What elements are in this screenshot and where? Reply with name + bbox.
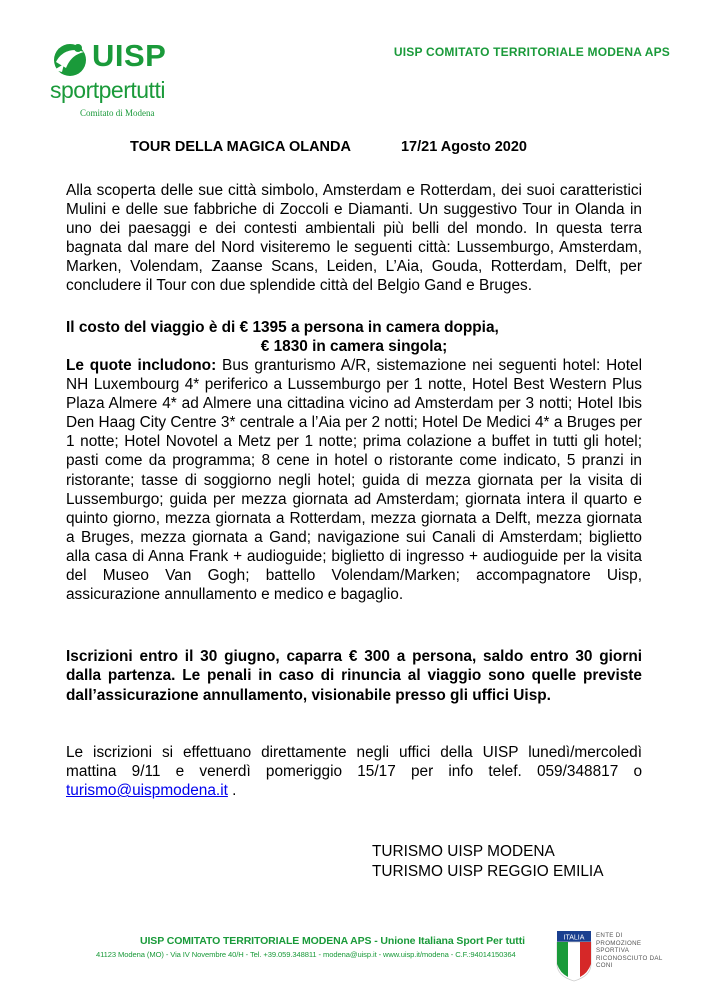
footer-address: 41123 Modena (MO) - Via IV Novembre 40/H - Tel. +39.059.348811 - modena@uisp.it - www.uisp.it/modena - C.F.:94014150364 bbox=[96, 950, 516, 959]
contact-paragraph bbox=[66, 743, 642, 800]
title-row bbox=[130, 139, 527, 155]
includes-paragraph bbox=[66, 356, 642, 604]
includes-text: Bus granturismo A/R, sistemazione nei seguenti hotel: Hotel NH Luxembourg 4* periferico a Lussemburgo per 1 notte, Hotel Best Western Plus Plaza Almere 4* ad Almere una cittadina vicino ad Amsterdam per 3 notti; Hotel Ibis Den Haag City Centre 3* centrale a l’Aia per 2 notti; Hotel De Medici 4* a Bruges per 1 notte; Hotel Novotel a Metz per 1 notte; prima colazione a buffet in tutti gli hotel; pasti come da programma; 8 cene in hotel o ristorante come indicato, 5 pranzi in ristorante; tasse di soggiorno negli hotel; guida di mezza giornata per la visita di Lussemburgo; guida per mezza giornata ad Amsterdam; giornata intera il quarto e quinto giorno, mezza giornata a Rotterdam, mezza giornata a Delft, mezza giornata a Bruges, mezza giornata a Gand; navigazione sui Canali di Amsterdam; biglietto alla casa di Anna Frank + audioguide; biglietto di ingresso + audioguide per la visita del Museo Van Gogh; battello Volendam/Marken; accompagnatore Uisp, assicurazione annullamento e medico e bagaglio. bbox=[66, 357, 642, 604]
coni-text: ENTE DI PROMOZIONE SPORTIVA RICONOSCIUTO DAL CONI bbox=[596, 932, 663, 970]
organization-header: UISP COMITATO TERRITORIALE MODENA APS bbox=[393, 45, 670, 59]
contact-text: Le iscrizioni si effettuano direttamente negli uffici della UISP lunedì/mercoledì mattina 9/11 e venerdì pomeriggio 15/17 per info telef. 059/348817 o bbox=[66, 744, 642, 781]
registration-paragraph: Iscrizioni entro il 30 giugno, caparra € 300 a persona, saldo entro 30 giorni dalla partenza. Le penali in caso di rinuncia al viaggio sono quelle previste dall’assicurazione annullamento, visionabile presso gli uffici Uisp. bbox=[66, 648, 642, 704]
italy-shield-icon bbox=[556, 930, 592, 982]
price-single: € 1830 in camera singola; bbox=[260, 338, 448, 355]
italia-label: ITALIA bbox=[563, 934, 585, 942]
tour-title: TOUR DELLA MAGICA OLANDA bbox=[130, 139, 351, 155]
footer-organization: UISP COMITATO TERRITORIALE MODENA APS - Unione Italiana Sport Per tutti bbox=[140, 935, 525, 947]
email-link[interactable]: turismo@uispmodena.it bbox=[66, 782, 228, 800]
logo-subtitle: sportpertutti bbox=[50, 77, 165, 103]
tour-dates: 17/21 Agosto 2020 bbox=[400, 139, 527, 155]
runner-icon bbox=[48, 40, 92, 78]
price-double: Il costo del viaggio è di € 1395 a persona in camera doppia, bbox=[66, 319, 499, 336]
uisp-logo bbox=[48, 40, 198, 124]
signature-line-2: TURISMO UISP REGGIO EMILIA bbox=[372, 863, 604, 880]
includes-label: Le quote includono: bbox=[66, 357, 217, 374]
signature-line-1: TURISMO UISP MODENA bbox=[372, 843, 555, 860]
coni-badge bbox=[556, 930, 666, 985]
contact-end: . bbox=[227, 782, 237, 800]
logo-city: Comitato di Modena bbox=[80, 108, 155, 118]
intro-paragraph: Alla scoperta delle sue città simbolo, Amsterdam e Rotterdam, dei suoi caratteristici Mulini e delle sue fabbriche di Zoccoli e Diamanti. Un suggestivo Tour in Olanda in uno dei paesaggi e dei contesti ambientali più belli del mondo. In questa terra bagnata dal mare del Nord visiteremo le seguenti città: Lussemburgo, Amsterdam, Marken, Volendam, Zaanse Scans, Leiden, L’Aia, Gouda, Rotterdam, Delft, per concludere il Tour con due splendide città del Belgio Gand e Bruges. bbox=[66, 182, 642, 295]
logo-wordmark: UISP bbox=[92, 38, 167, 73]
